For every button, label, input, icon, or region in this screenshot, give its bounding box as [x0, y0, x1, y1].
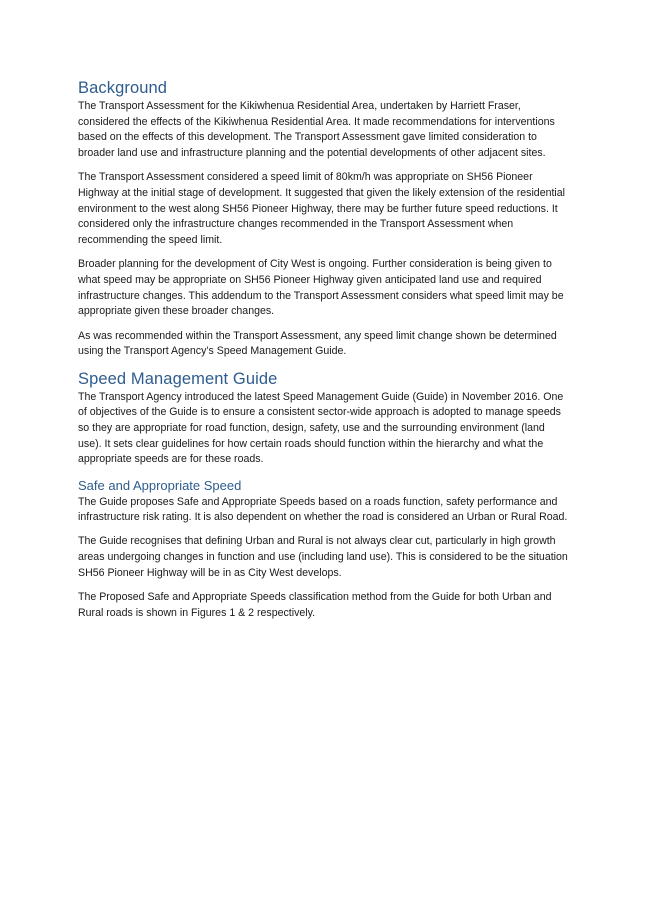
- section-speed-management-guide: [78, 369, 570, 622]
- paragraph: As was recommended within the Transport Assessment, any speed limit change shown be determined using the Transport Agency’s Speed Management Guide.: [78, 329, 557, 358]
- heading-background: Background: [78, 79, 168, 97]
- subheading-safe-appropriate-speed: Safe and Appropriate Speed: [78, 477, 242, 493]
- subsection-safe-appropriate-speed: [78, 477, 570, 622]
- page-body: [78, 78, 570, 630]
- paragraph: The Proposed Safe and Appropriate Speeds classification method from the Guide for both Urban and Rural roads is shown in Figures 1 & 2 respectively.: [78, 591, 552, 619]
- section-background: [78, 78, 570, 360]
- paragraph: The Guide proposes Safe and Appropriate Speeds based on a roads function, safety performance and infrastructure risk rating. It is also dependent on whether the road is considered an Urban or Rural Road.: [78, 495, 568, 524]
- paragraph: The Transport Assessment considered a speed limit of 80km/h was appropriate on SH56 Pioneer Highway at the initial stage of development. It suggested that given the likely extension of the residential environment to the west along SH56 Pioneer Highway, there may be further future speed reductions. It considered only the infrastructure changes recommended in the Transport Assessment when recommending the speed limit.: [78, 171, 566, 247]
- paragraph: The Guide recognises that defining Urban and Rural is not always clear cut, particularly in high growth areas undergoing changes in function and use (including land use). This is considered to be the situation SH56 Pioneer Highway will be in as City West develops.: [78, 535, 568, 579]
- paragraph: Broader planning for the development of City West is ongoing. Further consideration is being given to what speed may be appropriate on SH56 Pioneer Highway given anticipated land use and required infrastructure changes. This addendum to the Transport Assessment considers what speed limit may be appropriate given these broader changes.: [78, 258, 564, 318]
- heading-speed-management-guide: Speed Management Guide: [78, 369, 278, 388]
- paragraph: The Transport Assessment for the Kikiwhenua Residential Area, undertaken by Harriett Fraser, considered the effects of the Kikiwhenua Residential Area. It made recommendations for interventions based on the effects of this development. The Transport Assessment gave limited consideration to broader land use and infrastructure planning and the potential developments of other adjacent sites.: [78, 100, 555, 160]
- paragraph: The Transport Agency introduced the latest Speed Management Guide (Guide) in November 2016. One of objectives of the Guide is to ensure a consistent sector-wide approach is adopted to manage speeds so they are appropriate for road function, design, safety, use and the surrounding environment (land use). It sets clear guidelines for how certain roads should function within the hierarchy and what the appropriate speeds are for these roads.: [78, 390, 564, 466]
